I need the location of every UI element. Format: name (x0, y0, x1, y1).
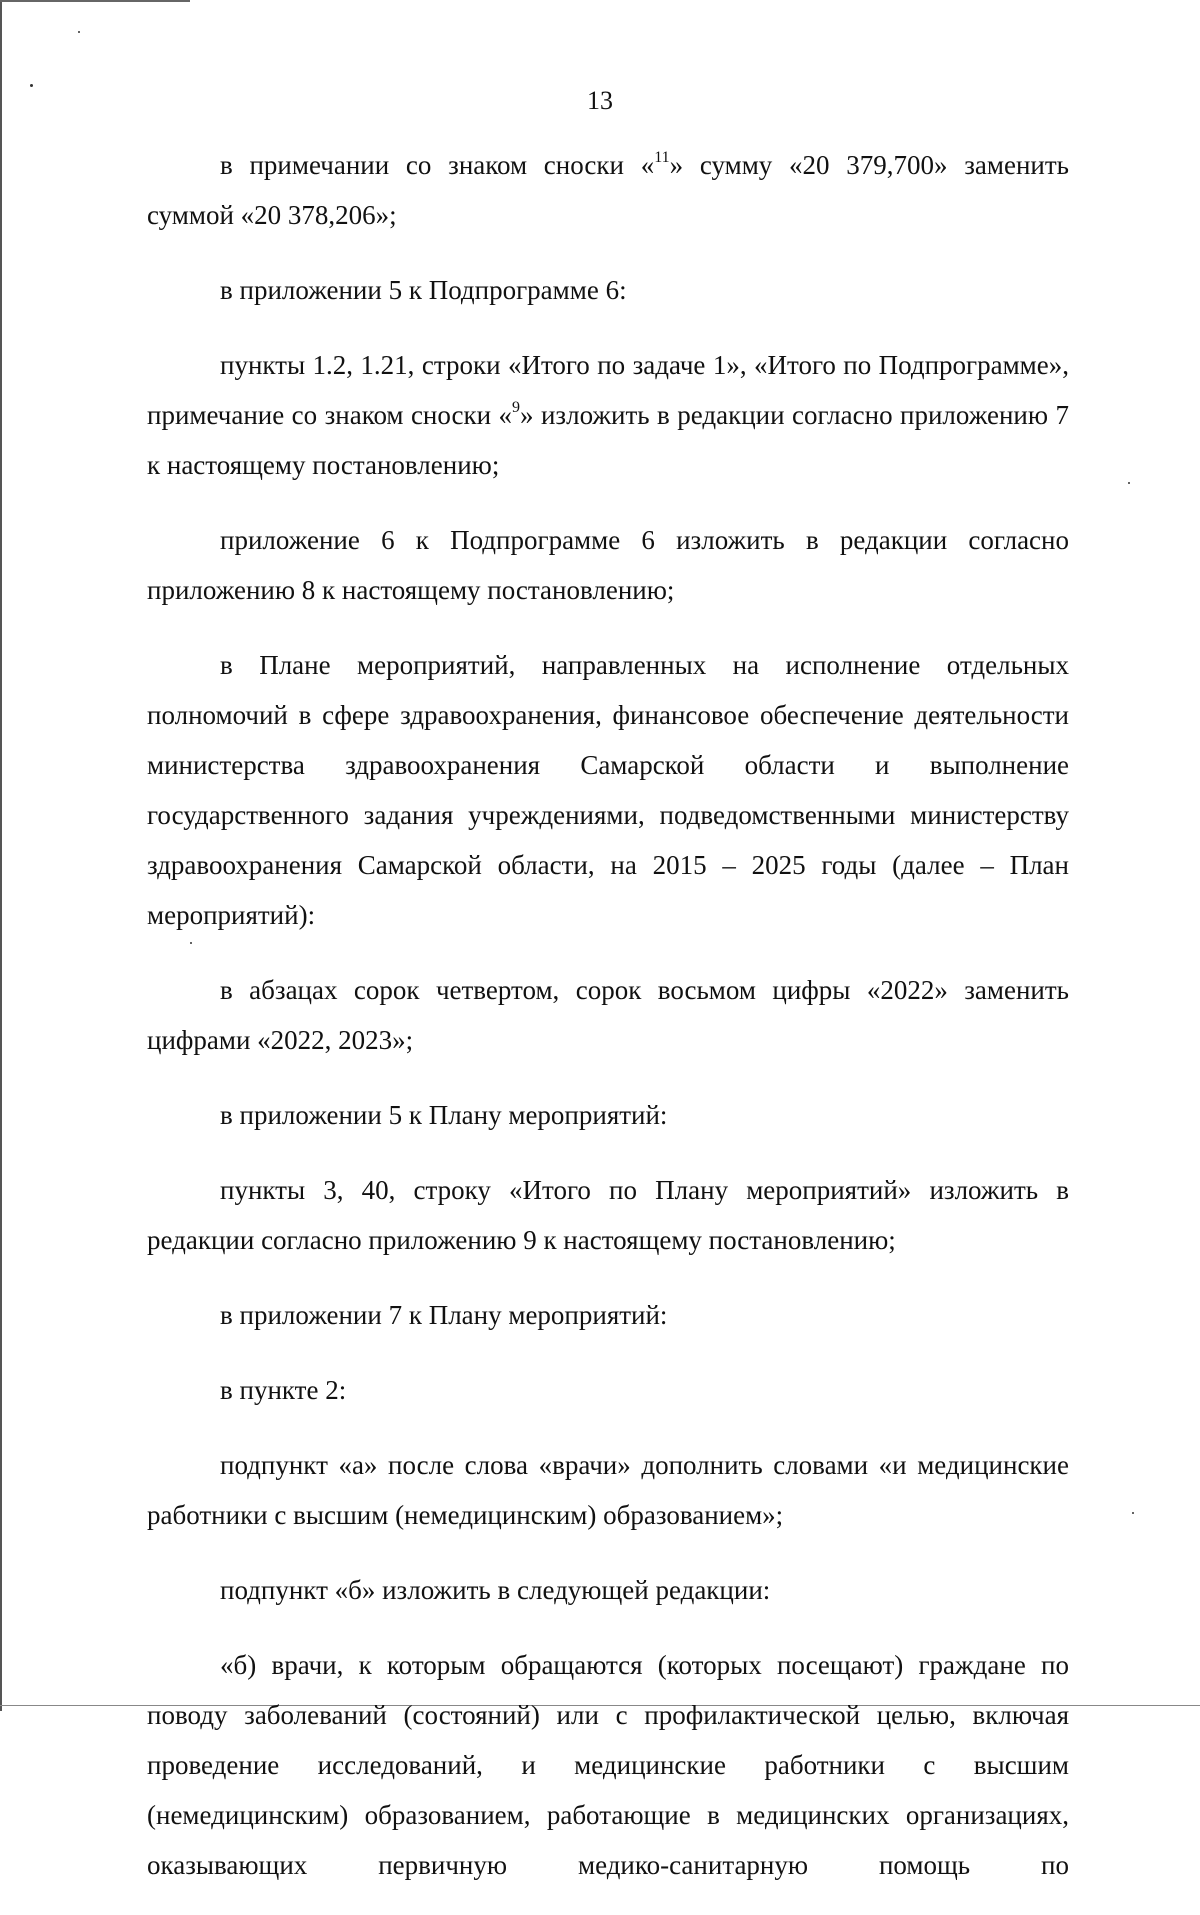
scan-speck (1128, 482, 1130, 484)
scan-left-edge (0, 0, 2, 1711)
paragraph-items-3-40: пункты 3, 40, строку «Итого по Плану мероприятий» изложить в редакции согласно приложению 9 к настоящему постановлению; (147, 1175, 1069, 1255)
scan-speck (78, 31, 80, 33)
paragraph-appendix-5-subprogram-6: в приложении 5 к Подпрограмме 6: (220, 275, 627, 305)
footnote-mark: 9 (512, 399, 521, 416)
paragraph-items-subprogram (147, 340, 1069, 490)
paragraph-subitem-b-text: «б) врачи, к которым обращаются (которых посещают) граждане по поводу заболеваний (состояний) или с профилактической целью, включая проведение исследований, и медицинские работники с высшим (немедицинским) образованием, работающие в медицинских организациях, оказывающих первичную медико-санитарную помощь по (147, 1650, 1069, 1880)
paragraph-subitem-b: подпункт «б» изложить в следующей редакции: (220, 1575, 771, 1605)
page-number: 13 (587, 86, 613, 115)
scan-top-edge (0, 0, 190, 2)
paragraph-item-2: в пункте 2: (220, 1375, 347, 1405)
paragraph-subitem-a: подпункт «а» после слова «врачи» дополнить словами «и медицинские работники с высшим (немедицинским) образованием»; (147, 1450, 1069, 1530)
paragraph-text: пункты 1.2, 1.21, строки «Итого по задаче 1», «Итого по Подпрограмме», примечание со знаком сноски « (147, 350, 1069, 430)
scan-speck (1132, 1512, 1134, 1514)
document-body (147, 140, 1069, 1915)
paragraph-text: » сумму «20 379,700» заменить суммой «20 378,206»; (147, 150, 1069, 230)
paragraph-appendix-5-plan: в приложении 5 к Плану мероприятий: (220, 1100, 668, 1130)
paragraph-text: в примечании со знаком сноски « (220, 150, 655, 180)
footnote-mark: 11 (654, 149, 670, 166)
paragraph-paragraphs-44-48: в абзацах сорок четвертом, сорок восьмом цифры «2022» заменить цифрами «2022, 2023»; (147, 975, 1069, 1055)
paragraph-footnote-11 (147, 140, 1069, 240)
paragraph-text: » изложить в редакции согласно приложению 7 к настоящему постановлению; (147, 400, 1069, 480)
paragraph-appendix-7-plan: в приложении 7 к Плану мероприятий: (220, 1300, 668, 1330)
paragraph-action-plan: в Плане мероприятий, направленных на исполнение отдельных полномочий в сфере здравоохранения, финансовое обеспечение деятельности министерства здравоохранения Самарской области и выполнение государственного задания учреждениями, подведомственными министерству здравоохранения Самарской области, на 2015 – 2025 годы (далее – План мероприятий): (147, 650, 1069, 930)
paragraph-appendix-6: приложение 6 к Подпрограмме 6 изложить в редакции согласно приложению 8 к настоящему постановлению; (147, 525, 1069, 605)
